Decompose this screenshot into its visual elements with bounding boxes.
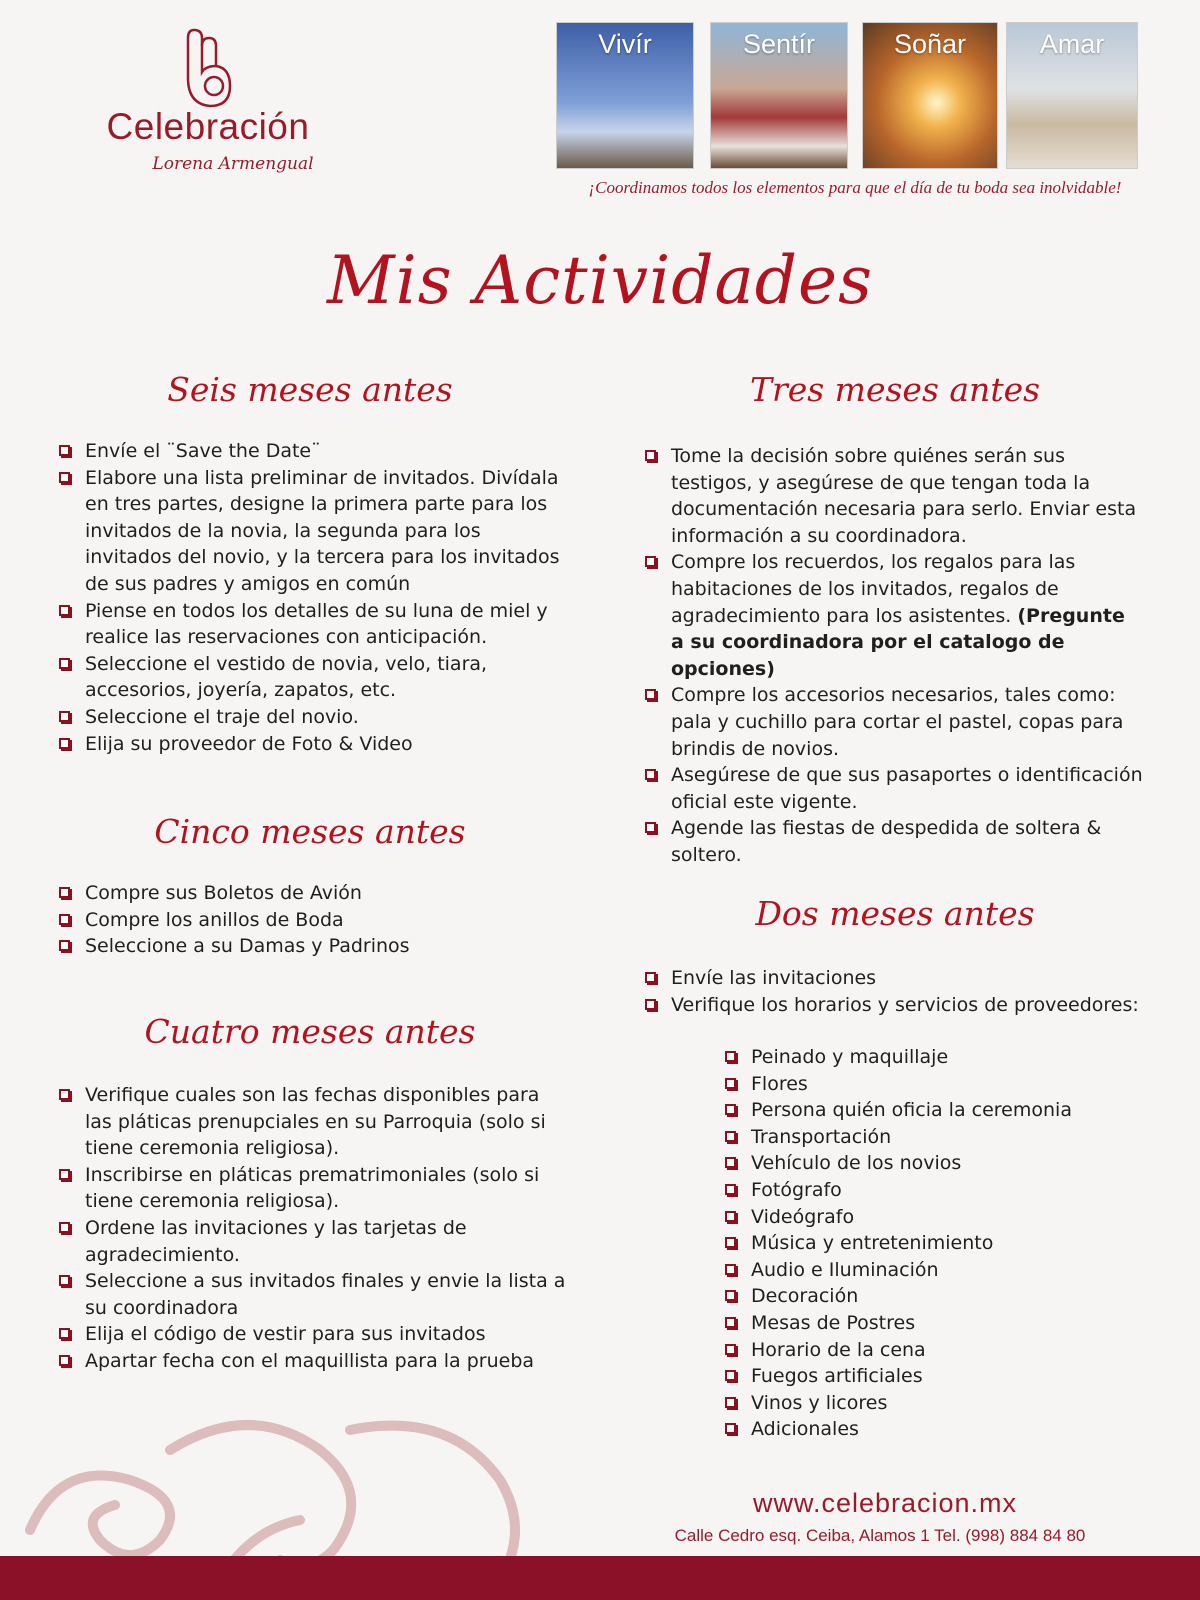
vendor-item xyxy=(724,1177,1144,1204)
vendor-item xyxy=(724,1257,1144,1284)
checkbox-icon[interactable] xyxy=(59,1222,70,1233)
website-link[interactable]: www.celebracion.mx xyxy=(752,1488,1018,1518)
task-text: Seleccione el traje del novio. xyxy=(85,705,359,728)
vendor-text: Mesas de Postres xyxy=(751,1311,916,1334)
contact-address: Calle Cedro esq. Ceiba, Alamos 1 Tel. (998) 884 84 80 xyxy=(674,1526,1086,1545)
photo-amar xyxy=(1006,22,1138,169)
hand-sign-icon xyxy=(180,26,236,110)
section-title-cuatro: Cuatro meses antes xyxy=(144,1012,476,1051)
task-text: Seleccione el vestido de novia, velo, tiara, accesorios, joyería, zapatos, etc. xyxy=(85,652,488,702)
task-note: (Pregunte a su coordinadora por el catalogo de opciones) xyxy=(671,604,1125,680)
task-text: Seleccione a su Damas y Padrinos xyxy=(85,935,410,958)
checkbox-icon[interactable] xyxy=(725,1423,736,1434)
checkbox-icon[interactable] xyxy=(725,1237,736,1248)
task-text: Tome la decisión sobre quiénes serán sus testigos, y asegúrese de que tengan toda la documentación necesaria para serlo. Enviar esta información a su coordinadora. xyxy=(671,445,1137,547)
task-item xyxy=(58,731,568,758)
vendor-item xyxy=(724,1230,1144,1257)
header-photo-strip xyxy=(556,22,1136,168)
vendor-item xyxy=(724,1416,1144,1443)
checkbox-icon[interactable] xyxy=(59,1275,70,1286)
task-item xyxy=(644,965,1144,992)
checkbox-icon[interactable] xyxy=(645,822,656,833)
vendor-text: Horario de la cena xyxy=(751,1338,926,1361)
checkbox-icon[interactable] xyxy=(725,1211,736,1222)
checkbox-icon[interactable] xyxy=(59,1089,70,1100)
vendor-checklist xyxy=(724,1044,1144,1443)
vendor-text: Videógrafo xyxy=(751,1205,855,1228)
vendor-text: Fuegos artificiales xyxy=(751,1365,923,1388)
task-text: Elabore una lista preliminar de invitados. Divídala en tres partes, designe la primera parte para los invitados de la novia, la segunda para los invitados del novio, y la tercera para los invitados de sus padres y amigos en común xyxy=(85,466,560,595)
task-text: Inscribirse en pláticas prematrimoniales (solo si tiene ceremonia religiosa). xyxy=(85,1163,540,1213)
task-item xyxy=(644,682,1144,762)
checkbox-icon[interactable] xyxy=(59,738,70,749)
task-item xyxy=(58,933,568,960)
task-text: Elija su proveedor de Foto & Video xyxy=(85,732,413,755)
vendor-item xyxy=(724,1071,1144,1098)
photo-label-amar: Amar xyxy=(1039,29,1105,59)
task-item xyxy=(58,1215,568,1268)
vendor-item xyxy=(724,1310,1144,1337)
task-item xyxy=(58,1348,568,1375)
brand-signature: Lorena Armengual xyxy=(152,154,314,174)
task-text: Seleccione a sus invitados finales y envie la lista a su coordinadora xyxy=(85,1270,566,1319)
checkbox-icon[interactable] xyxy=(725,1184,736,1195)
task-item xyxy=(644,815,1144,868)
checkbox-icon[interactable] xyxy=(59,914,70,925)
task-item xyxy=(58,907,568,934)
checkbox-icon[interactable] xyxy=(59,887,70,898)
task-item xyxy=(58,1082,568,1162)
photo-label-sentir: Sentír xyxy=(742,29,816,59)
vendor-text: Flores xyxy=(751,1072,808,1095)
photo-sonar xyxy=(862,22,998,169)
task-text: Asegúrese de que sus pasaportes o identificación oficial este vigente. xyxy=(671,764,1143,813)
task-item xyxy=(644,443,1144,549)
section-title-dos: Dos meses antes xyxy=(755,894,1035,933)
task-item xyxy=(644,549,1144,682)
section-title-tres: Tres meses antes xyxy=(749,370,1041,409)
task-text: Compre los recuerdos, los regalos para las habitaciones de los invitados, regalos de agradecimiento para los asistentes. xyxy=(671,551,1076,627)
task-list-seis xyxy=(58,438,568,757)
checkbox-icon[interactable] xyxy=(725,1264,736,1275)
task-item xyxy=(58,1162,568,1215)
vendor-text: Adicionales xyxy=(751,1418,859,1441)
task-item xyxy=(58,704,568,731)
vendor-item xyxy=(724,1337,1144,1364)
task-text: Compre sus Boletos de Avión xyxy=(85,882,362,904)
checkbox-icon[interactable] xyxy=(725,1157,736,1168)
task-item xyxy=(58,1268,568,1321)
checkbox-icon[interactable] xyxy=(645,450,656,461)
checkbox-icon[interactable] xyxy=(725,1290,736,1301)
task-text: Envíe el ¨Save the Date¨ xyxy=(85,440,321,462)
task-item xyxy=(644,762,1144,815)
task-item xyxy=(58,651,568,704)
vendor-text: Audio e Iluminación xyxy=(751,1258,939,1281)
task-item xyxy=(644,992,1144,1019)
brand-name: Celebración xyxy=(106,106,310,147)
header-tagline: ¡Coordinamos todos los elementos para que el día de tu boda sea inolvidable! xyxy=(588,178,1122,197)
task-list-cuatro xyxy=(58,1082,568,1375)
checkbox-icon[interactable] xyxy=(59,1169,70,1180)
checkbox-icon[interactable] xyxy=(725,1344,736,1355)
vendor-text: Fotógrafo xyxy=(751,1178,842,1201)
vendor-item xyxy=(724,1363,1144,1390)
task-item xyxy=(58,465,568,598)
task-list-dos xyxy=(644,965,1144,1018)
vendor-text: Decoración xyxy=(751,1285,859,1308)
checkbox-icon[interactable] xyxy=(725,1370,736,1381)
task-text: Apartar fecha con el maquillista para la prueba xyxy=(85,1349,535,1372)
task-list-tres xyxy=(644,443,1144,869)
checkbox-icon[interactable] xyxy=(725,1078,736,1089)
task-text: Verifique cuales son las fechas disponibles para las pláticas prenupciales en su Parroquia (solo si tiene ceremonia religiosa). xyxy=(85,1084,546,1160)
checkbox-icon[interactable] xyxy=(645,999,656,1010)
checkbox-icon[interactable] xyxy=(59,472,70,483)
photo-label-vivir: Vivír xyxy=(598,29,652,59)
checkbox-icon[interactable] xyxy=(59,711,70,722)
checkbox-icon[interactable] xyxy=(725,1104,736,1115)
page-title: Mis Actividades xyxy=(327,242,873,319)
checkbox-icon[interactable] xyxy=(645,556,656,567)
photo-sentir xyxy=(710,22,848,169)
footer-bar xyxy=(0,1556,1200,1600)
vendor-item xyxy=(724,1204,1144,1231)
checkbox-icon[interactable] xyxy=(59,1328,70,1339)
checkbox-icon[interactable] xyxy=(59,1355,70,1366)
task-item xyxy=(58,1321,568,1348)
vendor-item xyxy=(724,1390,1144,1417)
task-text: Elija el código de vestir para sus invitados xyxy=(85,1323,486,1346)
vendor-text: Peinado y maquillaje xyxy=(751,1046,949,1068)
task-item xyxy=(58,438,568,465)
vendor-item xyxy=(724,1044,1144,1071)
vendor-item xyxy=(724,1124,1144,1151)
checkbox-icon[interactable] xyxy=(725,1397,736,1408)
task-text: Ordene las invitaciones y las tarjetas de agradecimiento. xyxy=(85,1216,467,1266)
vendor-text: Vehículo de los novios xyxy=(751,1152,962,1175)
task-text: Compre los accesorios necesarios, tales como: pala y cuchillo para cortar el pastel, copas para brindis de novios. xyxy=(671,684,1124,760)
vendor-text: Música y entretenimiento xyxy=(751,1232,994,1255)
checkbox-icon[interactable] xyxy=(725,1317,736,1328)
checkbox-icon[interactable] xyxy=(645,972,656,983)
vendor-text: Persona quién oficia la ceremonia xyxy=(751,1099,1072,1122)
task-text: Piense en todos los detalles de su luna de miel y realice las reservaciones con anticipación. xyxy=(85,599,548,649)
checkbox-icon[interactable] xyxy=(645,689,656,700)
checkbox-icon[interactable] xyxy=(725,1051,736,1062)
section-title-seis: Seis meses antes xyxy=(167,370,453,409)
section-title-cinco: Cinco meses antes xyxy=(154,812,466,851)
photo-label-sonar: Soñar xyxy=(893,29,967,59)
checkbox-icon[interactable] xyxy=(725,1131,736,1142)
vendor-item xyxy=(724,1283,1144,1310)
vendor-text: Vinos y licores xyxy=(751,1391,888,1414)
checkbox-icon[interactable] xyxy=(59,605,70,616)
checkbox-icon[interactable] xyxy=(59,940,70,951)
task-item xyxy=(58,880,568,907)
vendor-item xyxy=(724,1150,1144,1177)
task-text: Compre los anillos de Boda xyxy=(85,908,344,931)
task-item xyxy=(58,598,568,651)
checkbox-icon[interactable] xyxy=(59,445,70,456)
task-text: Verifique los horarios y servicios de proveedores: xyxy=(671,993,1139,1016)
vendor-text: Transportación xyxy=(751,1125,892,1148)
task-list-cinco xyxy=(58,880,568,960)
photo-vivir xyxy=(556,22,694,169)
vendor-item xyxy=(724,1097,1144,1124)
task-text: Agende las fiestas de despedida de soltera & soltero. xyxy=(671,817,1102,866)
checkbox-icon[interactable] xyxy=(645,769,656,780)
task-text: Envíe las invitaciones xyxy=(671,967,877,989)
checkbox-icon[interactable] xyxy=(59,658,70,669)
brand-logo xyxy=(88,26,328,196)
